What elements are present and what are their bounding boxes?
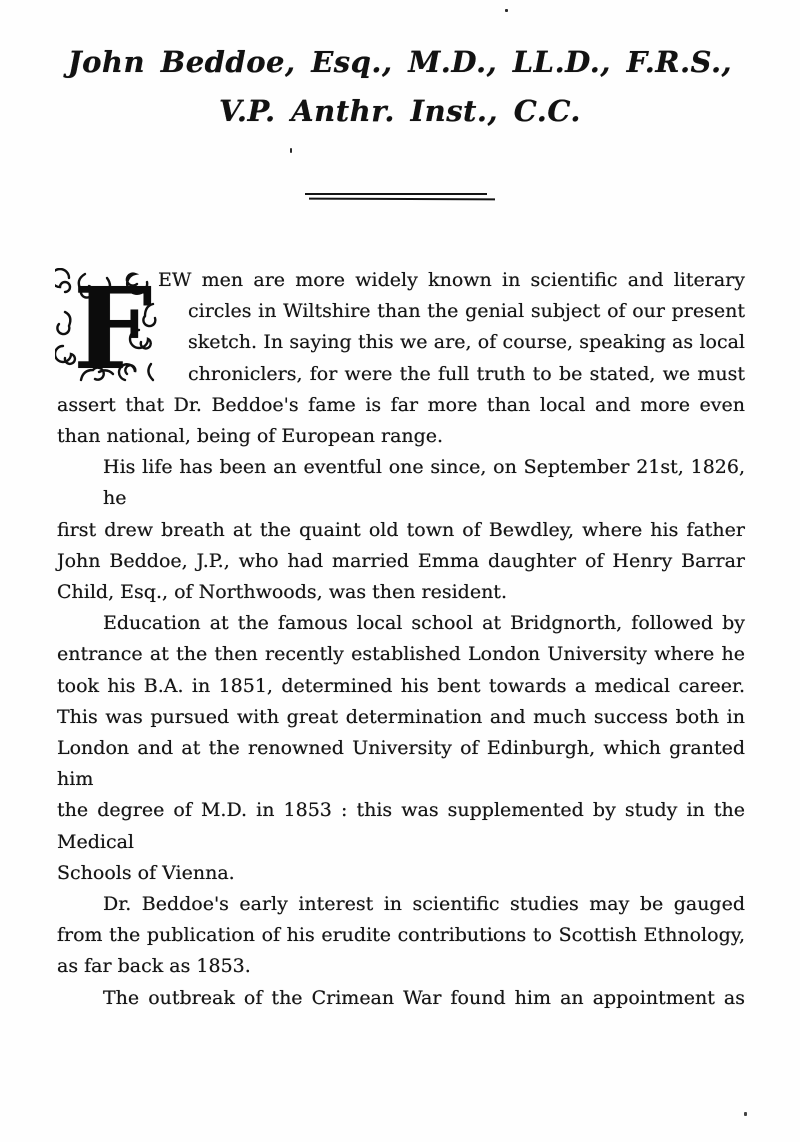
text-line: Child, Esq., of Northwoods, was then resident. (57, 581, 507, 604)
text-line: as far back as 1853. (57, 955, 251, 978)
text-line: Education at the famous local school at Bridgnorth, followed by (103, 612, 745, 635)
text-line: from the publication of his erudite contributions to Scottish Ethnology, (57, 924, 745, 947)
text-line: than national, being of European range. (57, 425, 444, 448)
drop-cap-initial (55, 268, 159, 387)
paragraph (57, 608, 745, 889)
divider-rule-top (305, 193, 487, 195)
page-title (0, 38, 800, 136)
section-divider (303, 193, 495, 200)
drop-cap-ornament (55, 268, 159, 387)
text-line: This was pursued with great determination and much success both in (57, 705, 745, 728)
title-line-1: John Beddoe, Esq., M.D., LL.D., F.R.S., (67, 45, 733, 79)
text-line: assert that Dr. Beddoe's fame is far more than local and more even (57, 393, 745, 416)
paragraph (57, 889, 745, 983)
divider-rule-bottom (309, 198, 495, 201)
text-line: The outbreak of the Crimean War found him an appointment as (103, 986, 745, 1009)
text-line: first drew breath at the quaint old town of Bewdley, where his father (57, 518, 745, 541)
drop-cap-letter: F (73, 268, 153, 387)
text-line: sketch. In saying this we are, of course, speaking as local (188, 331, 745, 354)
scan-speck (744, 1112, 747, 1116)
paragraph (57, 265, 745, 452)
text-line: Dr. Beddoe's early interest in scientific studies may be gauged (103, 893, 745, 916)
body-text (57, 265, 745, 1014)
title-line-2: V.P. Anthr. Inst., C.C. (218, 94, 582, 128)
text-line: circles in Wiltshire than the genial subject of our present (188, 300, 745, 323)
text-line: chroniclers, for were the full truth to be stated, we must (188, 362, 745, 385)
paragraph (57, 452, 745, 608)
text-line: EW men are more widely known in scientific and literary (158, 269, 745, 291)
text-line: took his B.A. in 1851, determined his bent towards a medical career. (57, 674, 745, 697)
text-line: John Beddoe, J.P., who had married Emma daughter of Henry Barrar (57, 549, 745, 572)
scan-speck (505, 9, 508, 12)
text-line: His life has been an eventful one since, on September 21st, 1826, he (103, 456, 745, 510)
scan-speck (290, 148, 292, 153)
text-line: entrance at the then recently established London University where he (57, 643, 745, 666)
text-line: Schools of Vienna. (57, 861, 235, 884)
paragraph (57, 983, 745, 1014)
text-line: London and at the renowned University of Edinburgh, which granted him (57, 737, 745, 791)
text-line: the degree of M.D. in 1853 : this was supplemented by study in the Medical (57, 799, 745, 853)
